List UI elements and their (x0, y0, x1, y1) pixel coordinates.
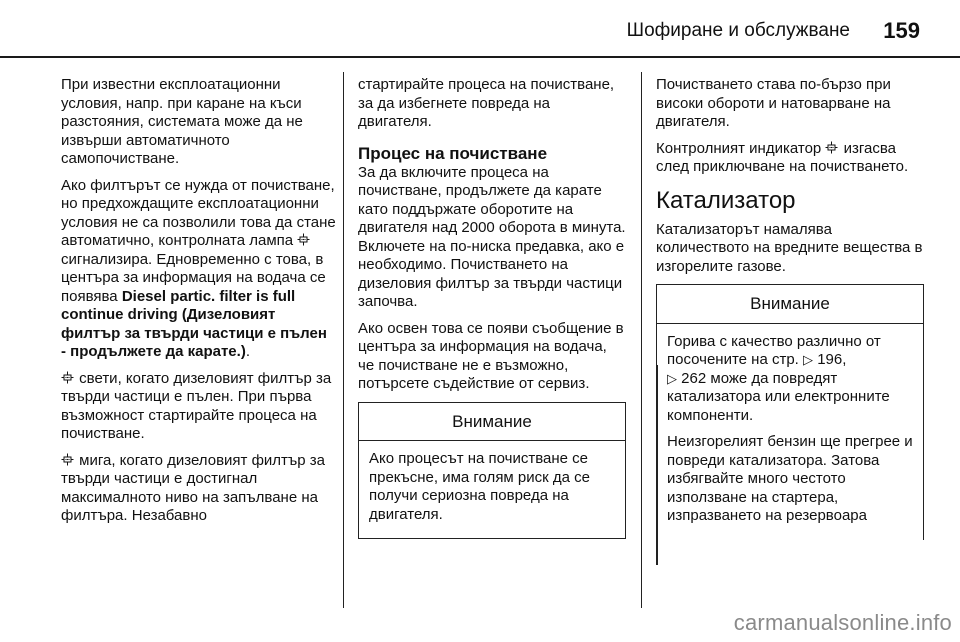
caution-title: Внимание (657, 285, 923, 324)
caution-text: Ако процесът на почистване се прекъсне, има голям риск да се получи сериозна повреда на двигателя. (369, 450, 590, 523)
paragraph: Ако освен това се появи съобщение в центъра за информация на водача, че почистване не е възможно, потърсете съдействие от сервиз. (358, 319, 624, 392)
dpf-warning-lamp-icon (825, 141, 838, 154)
caution-box (656, 284, 924, 540)
page-header (0, 0, 960, 56)
page-number: 159 (883, 18, 920, 43)
paragraph-text: Контролният индикатор (656, 139, 822, 157)
paragraph: Почистването става по-бързо при високи обороти и натоварване на двигателя. (656, 76, 891, 130)
page-reference-arrow-icon: ▷ (803, 352, 814, 367)
dpf-warning-lamp-icon (61, 371, 74, 384)
dpf-warning-lamp-icon (61, 453, 74, 466)
paragraph: За да включите процеса на почистване, продължете да карате като поддържате оборотите на двигателя над 2000 оборота в минута. Включете на по-ниска предавка, ако е необходимо. Почистването на дизеловия филтър за твърди частици започва. (358, 163, 626, 310)
caution-text-part: , (842, 351, 847, 368)
page-reference-link[interactable]: 262 (681, 369, 707, 387)
page-title: Шофиране и обслужване (626, 20, 850, 41)
caution-text-part: може да повредят катализатора или електронните компоненти. (667, 369, 890, 424)
header-rule (0, 56, 960, 58)
page-reference-link[interactable]: 196 (817, 351, 843, 368)
dpf-warning-lamp-icon (297, 233, 310, 246)
paragraph (61, 370, 336, 444)
section-heading: Процес на почистване (358, 143, 548, 163)
watermark: carmanualsonline.info (733, 610, 952, 635)
column-divider (641, 72, 642, 608)
paragraph (61, 177, 336, 362)
caution-title: Внимание (359, 403, 625, 442)
paragraph-text: Ако филтърът се нужда от почистване, но предхождащите експлоатационни условия не са позволили това да стане автоматично, контролната лампа (61, 176, 336, 249)
caution-body (657, 324, 923, 540)
caution-text (667, 333, 913, 426)
paragraph (656, 140, 924, 177)
column-2 (358, 76, 626, 539)
caution-box (358, 402, 626, 540)
column-divider (343, 72, 344, 608)
paragraph (61, 452, 336, 526)
caution-body (359, 441, 625, 538)
caution-text-part: Горива с качество различно от посочените на стр. (667, 332, 881, 368)
paragraph-text: сигнализира. Едновременно с това, в центъра за информация на водача се появява (61, 250, 326, 305)
display-message: Diesel partic. filter is full continue driving (Дизеловият филтър за твърди частици е пълен - продължете да карате.) (61, 287, 327, 360)
column-1 (61, 76, 336, 534)
paragraph: Катализаторът намалява количеството на вредните вещества в изгорелите газове. (656, 220, 923, 275)
caution-box-left-edge (656, 365, 658, 565)
paragraph: При известни експлоатационни условия, напр. при каране на къси разстояния, системата може да не извърши автоматичното самопочистване. (61, 76, 303, 167)
page-reference-arrow-icon: ▷ (667, 370, 677, 386)
paragraph-text: изгасва след приключване на почистването. (656, 139, 909, 175)
section-heading: Катализатор (656, 186, 796, 214)
column-3 (656, 76, 924, 540)
paragraph-text: мига, когато дизеловият филтър за твърди частици е достигнал максималното ниво на запълване на филтъра. Незабавно (61, 451, 326, 524)
paragraph-text: . (245, 343, 250, 360)
paragraph: стартирайте процеса на почистване, за да избегнете повреда на двигателя. (358, 76, 615, 130)
caution-text: Неизгорелият бензин ще прегрее и повреди катализатора. Затова избягвайте много честото използване на стартера, изпразването на резервоара (667, 433, 913, 524)
paragraph-text: свети, когато дизеловият филтър за твърди частици е пълен. При първа възможност стартирайте процеса на почистване. (61, 369, 332, 442)
